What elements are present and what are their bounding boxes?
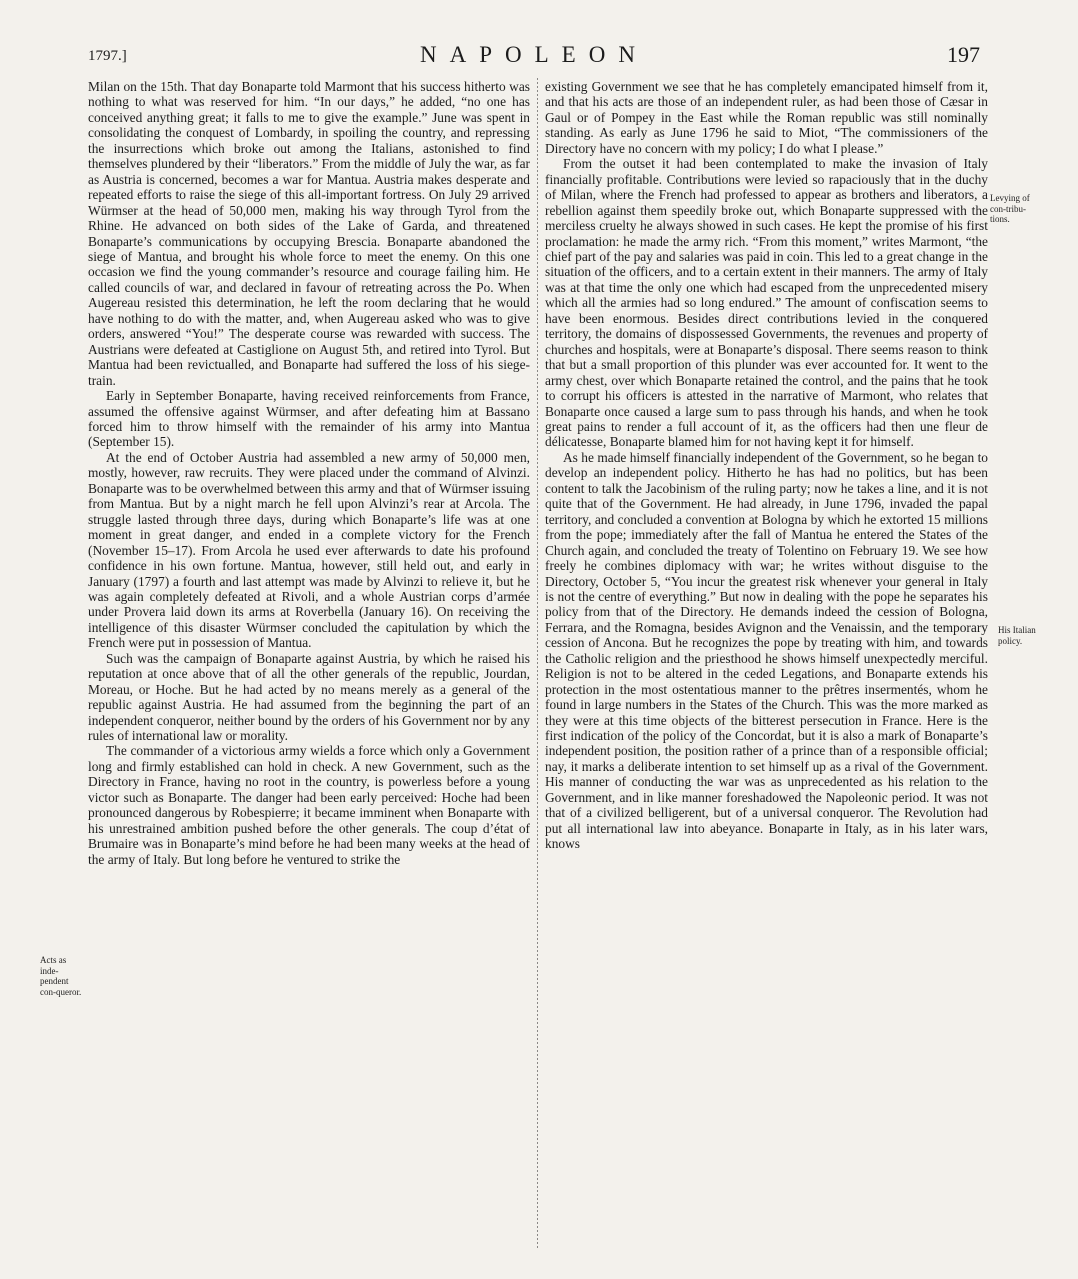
sidenote-italian-policy: His Italian policy. [998, 625, 1036, 646]
page-number: 197 [947, 42, 980, 67]
page-title: NAPOLEON [420, 42, 648, 67]
paragraph: At the end of October Austria had assembled a new army of 50,000 men, mostly, however, raw recruits. They were placed under the command of Alvinzi. Bonaparte was to be overwhelmed between this army and that of Würmser issuing from Mantua. But by a night march he fell upon Alvinzi’s rear at Arcola. The struggle lasted through three days, during which Bonaparte’s life was at one moment in great danger, and ended in a complete victory for the French (November 15–17). From Arcola he used ever afterwards to date his profound confidence in his own fortune. Mantua, however, still held out, and early in January (1797) a fourth and last attempt was made by Alvinzi to relieve it, but he was again completely defeated at Rivoli, and a whole Austrian corps d’armée under Provera laid down its arms at Roverbella (January 16). On receiving the intelligence of this disaster Würmser concluded the capitulation by which the French were put in possession of Mantua. [88, 449, 530, 651]
sidenote-acts-independent: Acts as inde-pendent con-queror. [40, 955, 82, 997]
paragraph: From the outset it had been contemplated to make the invasion of Italy financially profitable. Contributions were levied so rapaciously that in the duchy of Milan, where the French had professed to appear as brothers and liberators, a rebellion against them speedily broke out, which Bonaparte suppressed with the merciless cruelty he always showed in such cases. He kept the promise of his first proclamation: he made the army rich. “From this moment,” writes Marmont, “the chief part of the pay and salaries was paid in coin. This led to a great change in the situation of the officers, and to a certain extent in their manners. The army of Italy was at that time the only one which had escaped from the unprecedented misery which all the armies had so long endured.” The amount of confiscation seems to have been enormous. Besides direct contributions levied in the conquered territory, the domains of dispossessed Governments, the revenues and property of churches and hospitals, were at Bonaparte’s disposal. There seems reason to think that but a small proportion of this plunder was ever accounted for. It went to the army chest, over which Bonaparte retained the control, and the pains that he took to corrupt his officers is attested in the narrative of Marmont, who relates that Bonaparte once caused a large sum to pass through his hands, and when he took great pains to render a full account of it, as the officers had then une fleur de délicatesse, Bonaparte blamed him for not having kept it for himself. [545, 156, 988, 450]
column-divider [537, 78, 538, 1248]
running-head [88, 42, 980, 72]
paragraph: Early in September Bonaparte, having received reinforcements from France, assumed the offensive against Würmser, and after defeating him at Bassano forced him to throw himself with the remainder of his army into Mantua (September 15). [88, 388, 530, 450]
sidenote-levying: Levying of con-tribu-tions. [990, 193, 1030, 224]
right-column [545, 79, 988, 852]
paragraph: Such was the campaign of Bonaparte against Austria, by which he raised his reputation at once above that of all the other generals of the republic, Jourdan, Moreau, or Hoche. But he had acted by no means merely as a general of the republic against Austria. He had assumed from the beginning the part of an independent conqueror, neither bound by the orders of his Government nor by any rules of international law or morality. [88, 650, 530, 744]
left-column [88, 79, 530, 867]
header-year: 1797.] [88, 48, 127, 64]
paragraph: existing Government we see that he has completely emancipated himself from it, and that his acts are those of an independent ruler, as had been those of Cæsar in Gaul or of Pompey in the East while the Roman republic was still nominally standing. As early as June 1796 he said to Miot, “The commissioners of the Directory have no concern with my policy; I do what I please.” [545, 79, 988, 156]
paragraph: The commander of a victorious army wields a force which only a Government long and firmly established can hold in check. A new Government, such as the Directory in France, having no root in the country, is powerless before a young victor such as Bonaparte. The danger had been early perceived: Hoche had been pronounced dangerous by Robespierre; it became imminent when Bonaparte with his unrestrained ambition pushed before the other generals. The coup d’état of Brumaire was in Bonaparte’s mind before he had been many weeks at the head of the army of Italy. But long before he ventured to strike the [88, 743, 530, 867]
paragraph: As he made himself financially independent of the Government, so he began to develop an independent policy. Hitherto he has had no politics, but has been content to talk the Jacobinism of the ruling party; now he takes a line, and it is not quite that of the Government. He had already, in June 1796, invaded the papal territory, and concluded a convention at Bologna by which he extorted 15 millions from the pope; immediately after the fall of Mantua he entered the States of the Church again, and concluded the treaty of Tolentino on February 19. We see how freely he combines diplomacy with war; he writes without disguise to the Directory, October 5, “You incur the greatest risk whenever your general in Italy is not the centre of everything.” But now in dealing with the pope he separates his policy from that of the Directory. He demands indeed the cession of Bologna, Ferrara, and the Romagna, besides Avignon and the Venaissin, and the temporary cession of Ancona. But he recognizes the pope by treating with him, and towards the Catholic religion and the priesthood he shows himself unexpectedly merciful. Religion is not to be altered in the ceded Legations, and Bonaparte extends his protection in the most ostentatious manner to the prêtres insermentés, whom he found in large numbers in the States of the Church. This was the more marked as they were at this time objects of the bitterest persecution in France. Here is the first indication of the policy of the Concordat, but it is also a mark of Bonaparte’s independent position, the position rather of a prince than of a responsible official; nay, it marks a deliberate intention to set himself up as a rival of the Government. His manner of conducting the war was as unprecedented as his relation to the Government, and in like manner foreshadowed the Napoleonic period. It was not that of a civilized belligerent, but of a universal conqueror. The Revolution had put all international law into abeyance. Bonaparte in Italy, as in his later wars, knows [545, 449, 988, 852]
paragraph: Milan on the 15th. That day Bonaparte told Marmont that his success hitherto was nothing to what was reserved for him. “In our days,” he added, “no one has conceived anything great; it falls to me to give the example.” June was spent in consolidating the conquest of Lombardy, in spoiling the country, and repressing the insurrections which broke out among the Italians, astonished to find themselves plundered by their “liberators.” From the middle of July the war, as far as Austria is concerned, becomes a war for Mantua. Austria makes desperate and repeated efforts to raise the siege of this all-important fortress. On July 29 arrived Würmser at the head of 50,000 men, making his way through Tyrol from the Rhine. He advanced on both sides of the Lake of Garda, and threatened Bonaparte’s communications by occupying Brescia. Bonaparte abandoned the siege of Mantua, and brought his whole force to meet the enemy. On this one occasion we find the young commander’s resource and courage failing him. He called councils of war, and declared in favour of retreating across the Po. When Augereau resisted this determination, he left the room declaring that he would have nothing to do with the matter, and, when Augereau asked who was to give orders, answered “You!” The desperate course was rewarded with success. The Austrians were defeated at Castiglione on August 5th, and retired into Tyrol. But Mantua had been revictualled, and Bonaparte had suffered the loss of his siege-train. [88, 79, 530, 388]
